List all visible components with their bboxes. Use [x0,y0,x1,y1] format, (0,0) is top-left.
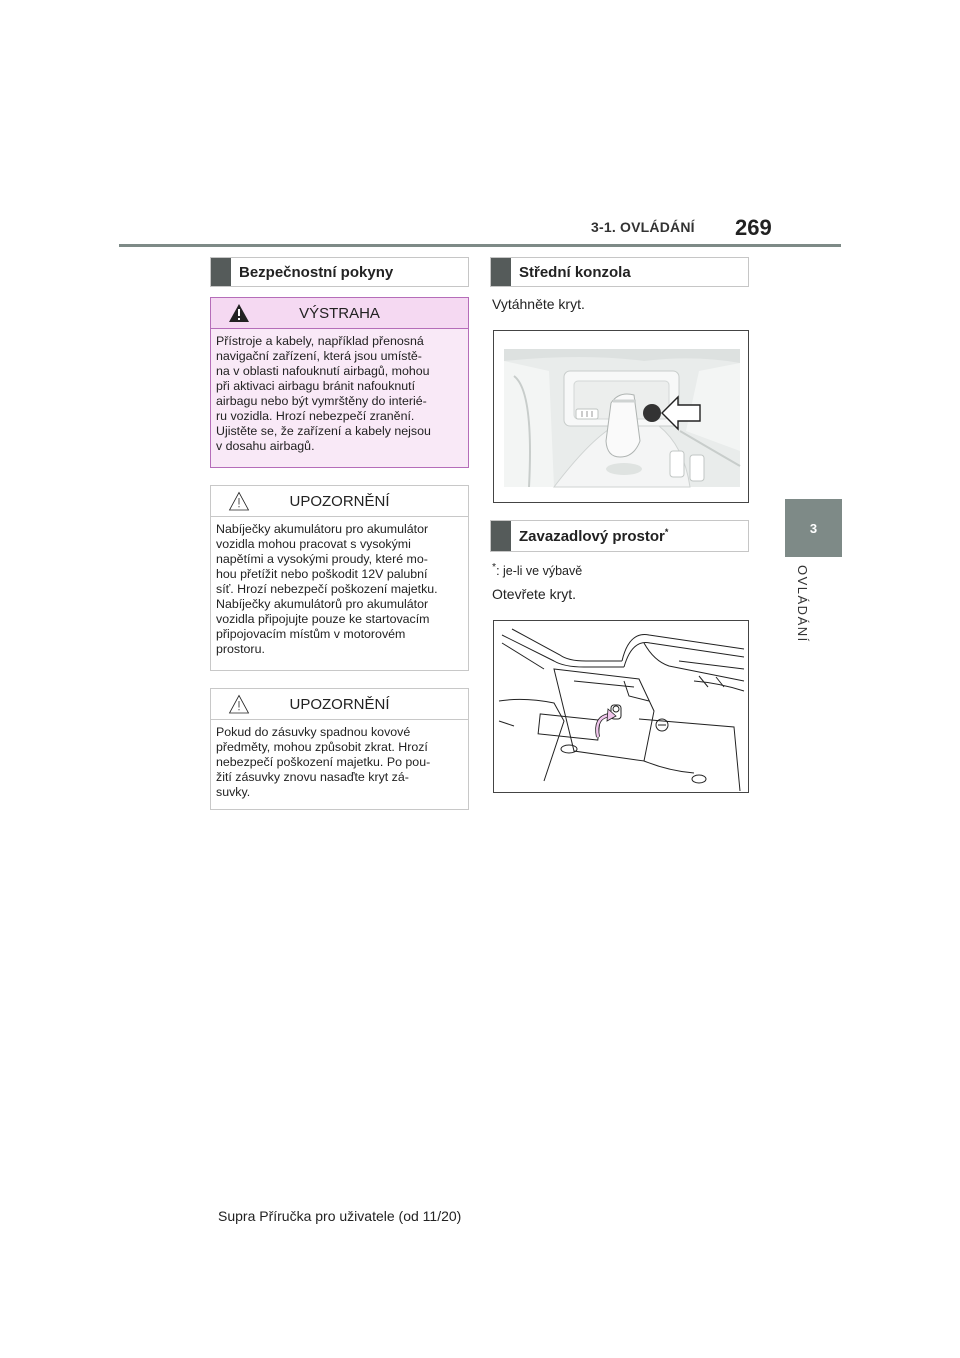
notice-title: UPOZORNĚNÍ [289,695,390,713]
luggage-figure [493,620,749,793]
chapter-tab: 3 [785,499,842,557]
text-line: vozidla mohou pracovat s vysokými [216,537,411,551]
text-line: při aktivaci airbagu bránit nafouknutí [216,379,416,393]
text-line: vozidla připojujte pouze ke startovacím [216,612,430,626]
text-line: ru vozidla. Hrozí nebezpečí zranění. [216,409,415,423]
center-console-illustration [494,331,748,502]
text-line: suvky. [216,785,251,799]
notice-title: UPOZORNĚNÍ [289,492,390,510]
text-line: na v oblasti nafouknutí airbagů, mohou [216,364,430,378]
notice-box-chargers [210,485,469,671]
caution-triangle-icon [228,694,250,714]
text-line: v dosahu airbagů. [216,439,315,453]
footnote-text: : je-li ve výbavě [496,564,583,579]
text-line: žití zásuvky znovu nasaďte kryt zá- [216,770,409,784]
text-line: napětími a vysokými proudy, které mo- [216,552,428,566]
header-divider [119,244,841,247]
heading-marker [491,521,511,551]
center-console-figure [493,330,749,503]
warning-text [211,329,468,454]
heading-center-console [490,257,749,287]
footer-manual-title: Supra Příručka pro uživatele (od 11/20) [218,1208,462,1224]
text-line: prostoru. [216,642,265,656]
text-line: Přístroje a kabely, například přenosná [216,334,424,348]
heading-luggage [490,520,749,552]
notice-header [211,689,468,720]
page-number: 269 [735,215,772,240]
text-line: airbagu nebo být vymrštěny do interié- [216,394,427,408]
luggage-socket-illustration [494,621,748,792]
text-line: síť. Hrozí nebezpečí poškození majetku. [216,582,438,596]
text-line: nebezpečí poškození majetku. Po pou- [216,755,431,769]
chapter-tab-label: OVLÁDÁNÍ [795,565,810,643]
text-line: Ujistěte se, že zařízení a kabely nejsou [216,424,431,438]
heading-safety [210,257,469,287]
warning-title: VÝSTRAHA [299,304,380,322]
asterisk-mark: * [492,562,497,573]
warning-triangle-icon [228,303,250,323]
heading-safety-title: Bezpečnostní pokyny [239,263,394,281]
text-line: Pokud do zásuvky spadnou kovové [216,725,411,739]
text-line: hou přetížit nebo poškodit 12V palubní [216,567,428,581]
heading-marker [491,258,511,286]
notice-header [211,486,468,517]
text-line: navigační zařízení, která jsou umístě- [216,349,422,363]
text-line: Nabíječky akumulátoru pro akumulátor [216,522,429,536]
heading-luggage-title [511,527,668,545]
notice-box-socket [210,688,469,810]
heading-luggage-text: Zavazadlový prostor [519,528,665,545]
text-line: předměty, mohou způsobit zkrat. Hrozí [216,740,428,754]
footnote [492,562,582,578]
caution-triangle-icon [228,491,250,511]
notice-text [211,517,468,657]
warning-box [210,297,469,468]
instruction-open-cover: Otevřete kryt. [492,586,577,602]
section-title: 3-1. OVLÁDÁNÍ [591,219,695,235]
instruction-pull-cover: Vytáhněte kryt. [492,296,585,312]
notice-text [211,720,468,800]
text-line: Nabíječky akumulátorů pro akumulátor [216,597,429,611]
heading-marker [211,258,231,286]
warning-header [211,298,468,329]
asterisk-mark: * [664,527,669,537]
heading-center-console-title: Střední konzola [519,263,631,281]
text-line: připojovacím místům v motorovém [216,627,406,641]
